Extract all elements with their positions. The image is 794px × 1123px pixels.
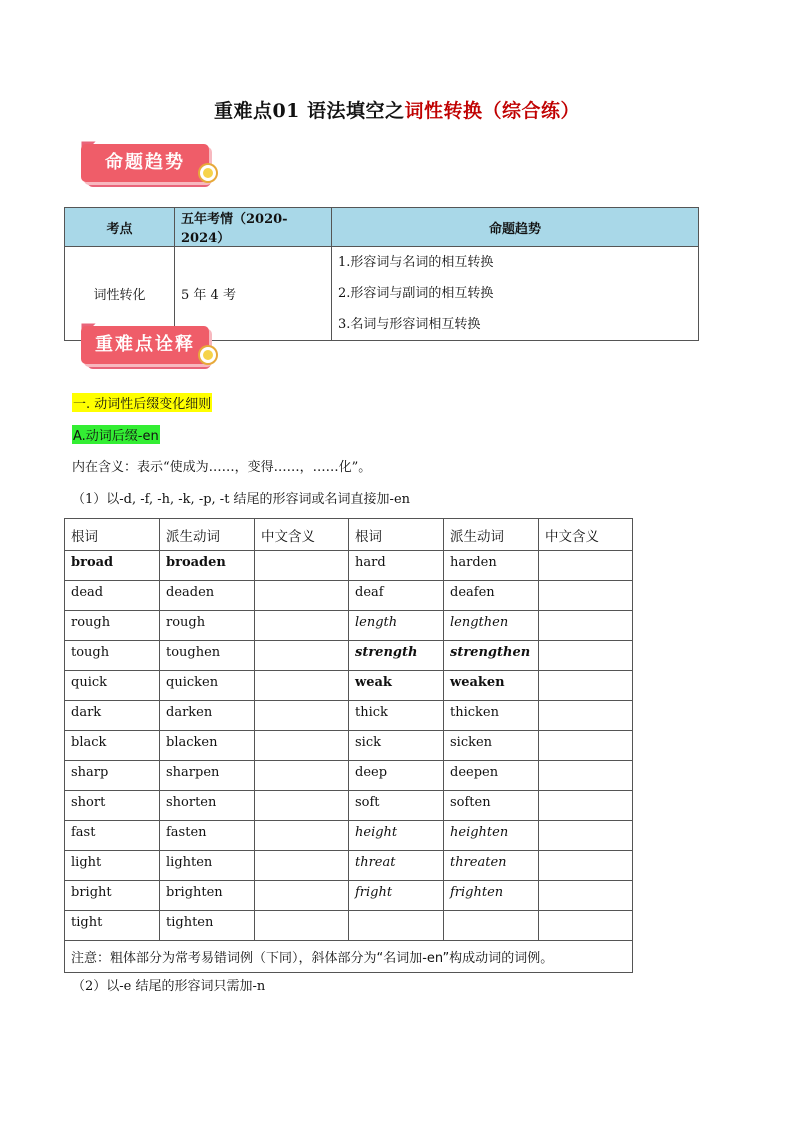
table-row [65,641,633,671]
words-header-row [65,519,633,551]
root-word: strength [349,641,444,671]
rule-text: （1）以-d, -f, -h, -k, -p, -t 结尾的形容词或名词直接加-en [72,492,411,507]
root-word: thick [349,701,444,731]
table-row [65,761,633,791]
table-row [65,881,633,911]
root-word: tough [65,641,160,671]
meaning-text: 内在含义：表示“使成为……，变得……，……化”。 [72,460,372,475]
derived-verb: sharpen [160,761,255,791]
trend-entry: 1.形容词与名词的相互转换 [338,255,494,270]
trend-freq: 5 年 4 考 [175,247,332,341]
meaning-cell [255,641,349,671]
derived-verb [444,911,539,941]
trend-item: 词性转化 [65,247,175,341]
meaning-cell [539,791,633,821]
root-word: sick [349,731,444,761]
derived-verb: harden [444,551,539,581]
derived-verb: quicken [160,671,255,701]
meaning-cell [255,761,349,791]
root-word: threat [349,851,444,881]
derived-verb: fasten [160,821,255,851]
header-cell: 派生动词 [444,519,539,551]
derived-verb: deaden [160,581,255,611]
table-row [65,791,633,821]
table-row [65,731,633,761]
derived-verb: lengthen [444,611,539,641]
root-word: broad [65,551,160,581]
ring-icon [200,347,216,363]
derived-verb: soften [444,791,539,821]
table-row [65,581,633,611]
root-word: quick [65,671,160,701]
rule-text: （2）以-e 结尾的形容词只需加-n [72,979,266,994]
root-word: weak [349,671,444,701]
trend-header-row [65,208,699,247]
table-row [65,611,633,641]
trend-table [64,207,699,341]
meaning-cell [539,641,633,671]
explain-banner-label: 重难点诠释 [81,326,209,364]
meaning-cell [255,881,349,911]
table-row [65,851,633,881]
trend-banner [73,140,223,192]
derived-verb: heighten [444,821,539,851]
derived-verb: toughen [160,641,255,671]
trend-entry: 2.形容词与副词的相互转换 [338,286,494,301]
table-row [65,671,633,701]
table-row [65,701,633,731]
meaning-cell [539,911,633,941]
root-word: fast [65,821,160,851]
derived-verb: tighten [160,911,255,941]
header-cell: 派生动词 [160,519,255,551]
page-title [0,96,794,123]
meaning-cell [539,821,633,851]
meaning-cell [539,731,633,761]
root-word: soft [349,791,444,821]
meaning-cell [255,911,349,941]
meaning-cell [539,881,633,911]
derived-verb: brighten [160,881,255,911]
derived-verb: darken [160,701,255,731]
root-word: deaf [349,581,444,611]
title-prefix: 重难点01 语法填空之 [213,100,405,122]
meaning-cell [255,551,349,581]
root-word: rough [65,611,160,641]
header-cell: 命题趋势 [332,208,699,247]
header-cell: 中文含义 [255,519,349,551]
header-cell: 根词 [65,519,160,551]
root-word [349,911,444,941]
meaning-cell [539,611,633,641]
subsection-heading: A.动词后缀-en [72,425,160,444]
root-word: light [65,851,160,881]
root-word: length [349,611,444,641]
header-cell: 五年考情（2020-2024） [175,208,332,247]
note-row [65,941,633,973]
header-cell: 根词 [349,519,444,551]
derived-verb: shorten [160,791,255,821]
root-word: bright [65,881,160,911]
meaning-cell [539,761,633,791]
meaning-cell [255,821,349,851]
meaning-cell [255,671,349,701]
derived-verb: thicken [444,701,539,731]
meaning-cell [539,671,633,701]
root-word: dark [65,701,160,731]
trend-banner-label: 命题趋势 [81,144,209,182]
derived-verb: sicken [444,731,539,761]
derived-verb: frighten [444,881,539,911]
meaning-cell [255,701,349,731]
ring-icon [200,165,216,181]
table-row [65,551,633,581]
meaning-cell [539,851,633,881]
derived-verb: rough [160,611,255,641]
root-word: dead [65,581,160,611]
header-cell: 考点 [65,208,175,247]
derived-verb: strengthen [444,641,539,671]
derived-verb: lighten [160,851,255,881]
meaning-cell [255,851,349,881]
meaning-cell [539,551,633,581]
root-word: short [65,791,160,821]
header-cell: 中文含义 [539,519,633,551]
table-row [65,911,633,941]
root-word: hard [349,551,444,581]
meaning-cell [255,581,349,611]
derived-verb: deepen [444,761,539,791]
derived-verb: deafen [444,581,539,611]
derived-verb: threaten [444,851,539,881]
trend-entry: 3.名词与形容词相互转换 [338,317,481,332]
meaning-cell [539,701,633,731]
derived-verb: blacken [160,731,255,761]
derived-verb: weaken [444,671,539,701]
section-heading: 一. 动词性后缀变化细则 [72,393,212,412]
meaning-cell [255,611,349,641]
root-word: black [65,731,160,761]
meaning-cell [255,731,349,761]
trend-list [332,247,699,341]
root-word: deep [349,761,444,791]
root-word: fright [349,881,444,911]
meaning-cell [539,581,633,611]
explain-banner [73,322,223,374]
derived-verb: broaden [160,551,255,581]
root-word: sharp [65,761,160,791]
meaning-cell [255,791,349,821]
words-table [64,518,633,973]
title-highlight: 词性转换（综合练） [404,100,581,122]
root-word: height [349,821,444,851]
note-text: 注意：粗体部分为常考易错词例（下同），斜体部分为“名词加-en”构成动词的词例。 [65,941,633,973]
root-word: tight [65,911,160,941]
table-row [65,821,633,851]
